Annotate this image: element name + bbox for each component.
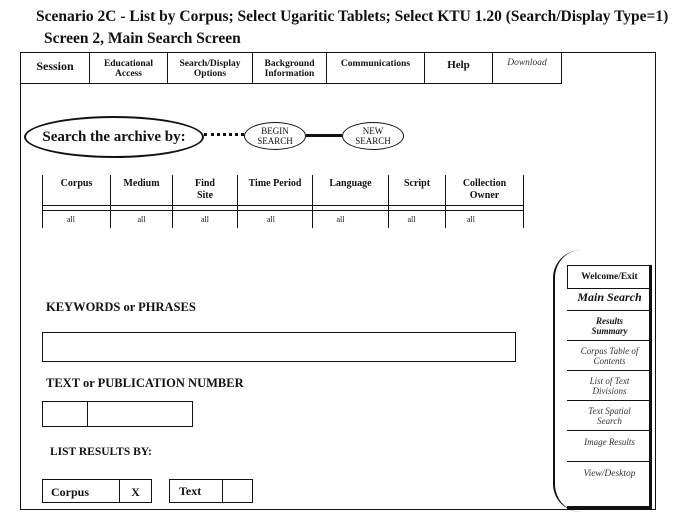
right-panel-rule: [567, 430, 652, 431]
list-results-label: LIST RESULTS BY:: [50, 446, 152, 458]
right-panel-rule: [567, 370, 652, 371]
keywords-input[interactable]: [42, 332, 516, 362]
list-by-text-option[interactable]: [169, 479, 223, 503]
view-desktop-link[interactable]: View/Desktop: [583, 469, 636, 479]
nav-bar: [20, 52, 562, 84]
right-panel-rule: [567, 461, 652, 462]
filter-findsite-header: [173, 178, 237, 202]
filter-rule: [42, 210, 524, 211]
filter-medium-header: Medium: [123, 178, 160, 189]
corpus-toc-line2: Contents: [593, 356, 626, 366]
nav-search-line2: Options: [193, 69, 227, 79]
filter-rule: [42, 205, 524, 206]
results-summary-line2: Summary: [591, 326, 628, 336]
search-archive-label: Search the archive by:: [42, 128, 186, 145]
filter-findsite-line2: Site: [196, 190, 214, 201]
filter-collection-line1: Collection: [462, 178, 507, 189]
filter-script-value[interactable]: all: [407, 215, 416, 224]
right-panel-rule: [567, 310, 652, 311]
nav-communications-label: Communications: [340, 59, 411, 69]
filter-corpus-header: Corpus: [60, 178, 93, 189]
search-archive-oval: [24, 116, 204, 158]
nav-educational-line2: Access: [115, 69, 142, 79]
text-number-label: TEXT or PUBLICATION NUMBER: [46, 376, 244, 390]
keywords-label: KEYWORDS or PHRASES: [46, 300, 196, 314]
filter-corpus-value[interactable]: all: [67, 215, 75, 224]
text-number-input[interactable]: [87, 401, 193, 427]
results-summary-link[interactable]: [567, 316, 652, 336]
nav-background-line2: Information: [264, 69, 315, 79]
right-panel-rule: [567, 340, 652, 341]
list-by-corpus-checkmark: X: [131, 485, 140, 499]
spatial-search-line2: Search: [597, 416, 622, 426]
spatial-search-line1: Text Spatial: [588, 406, 631, 416]
new-search-button[interactable]: [342, 122, 404, 150]
begin-search-line1: BEGIN: [261, 126, 289, 136]
filter-collection-line2: Owner: [469, 190, 500, 201]
new-search-line1: NEW: [362, 126, 384, 136]
nav-background-line1: Background: [264, 59, 315, 69]
nav-educational-line1: Educational: [103, 59, 154, 69]
filter-findsite-line1: Find: [194, 178, 215, 189]
filter-script-header: Script: [403, 178, 431, 189]
corpus-toc-line1: Corpus Table of: [580, 346, 639, 356]
nav-download[interactable]: [492, 52, 562, 84]
nav-communications[interactable]: [326, 52, 424, 84]
filter-language-header: Language: [329, 178, 372, 189]
solid-connector: [306, 134, 342, 137]
nav-search-display-options[interactable]: [167, 52, 252, 84]
welcome-exit-button[interactable]: Welcome/Exit: [567, 265, 652, 289]
spatial-search-link[interactable]: [567, 406, 652, 426]
filter-timeperiod-value[interactable]: all: [267, 215, 275, 224]
main-search-heading: Main Search: [577, 290, 642, 304]
dotted-connector: [204, 133, 244, 136]
filter-findsite-value[interactable]: all: [201, 215, 209, 224]
begin-search-button[interactable]: [244, 122, 306, 150]
new-search-line2: SEARCH: [355, 136, 391, 146]
text-divisions-link[interactable]: [567, 376, 652, 396]
list-by-text-label: Text: [179, 484, 202, 498]
filter-timeperiod-header: Time Period: [248, 178, 302, 189]
right-panel-rule: [567, 400, 652, 401]
corpus-toc-link[interactable]: [567, 346, 652, 366]
nav-background-information[interactable]: [252, 52, 326, 84]
text-divisions-line2: Divisions: [592, 386, 627, 396]
image-results-link[interactable]: Image Results: [584, 437, 635, 447]
list-by-corpus-label: Corpus: [51, 485, 90, 499]
filter-divider: [523, 175, 524, 228]
nav-help-label: Help: [447, 59, 470, 71]
nav-download-label: Download: [507, 58, 547, 68]
nav-search-line1: Search/Display: [179, 59, 241, 69]
text-divisions-line1: List of Text: [589, 376, 630, 386]
nav-educational-access[interactable]: [89, 52, 167, 84]
filter-language-value[interactable]: all: [336, 215, 345, 224]
scenario-title: Scenario 2C - List by Corpus; Select Ugaritic Tablets; Select KTU 1.20 (Search/Display Type=1): [36, 8, 669, 25]
results-summary-line1: Results: [595, 316, 623, 326]
filter-collection-header: [446, 178, 523, 202]
text-number-prefix-input[interactable]: [42, 401, 88, 427]
nav-help[interactable]: [424, 52, 492, 84]
list-by-text-checkbox[interactable]: [222, 479, 253, 503]
list-by-corpus-checkbox[interactable]: [119, 479, 152, 503]
nav-session-label: Session: [36, 59, 74, 73]
begin-search-line2: SEARCH: [257, 136, 293, 146]
list-by-corpus-option[interactable]: [42, 479, 120, 503]
filter-collection-value[interactable]: all: [467, 215, 475, 224]
screen-subtitle: Screen 2, Main Search Screen: [44, 30, 241, 47]
nav-session[interactable]: [20, 52, 89, 84]
filter-medium-value[interactable]: all: [137, 215, 146, 224]
